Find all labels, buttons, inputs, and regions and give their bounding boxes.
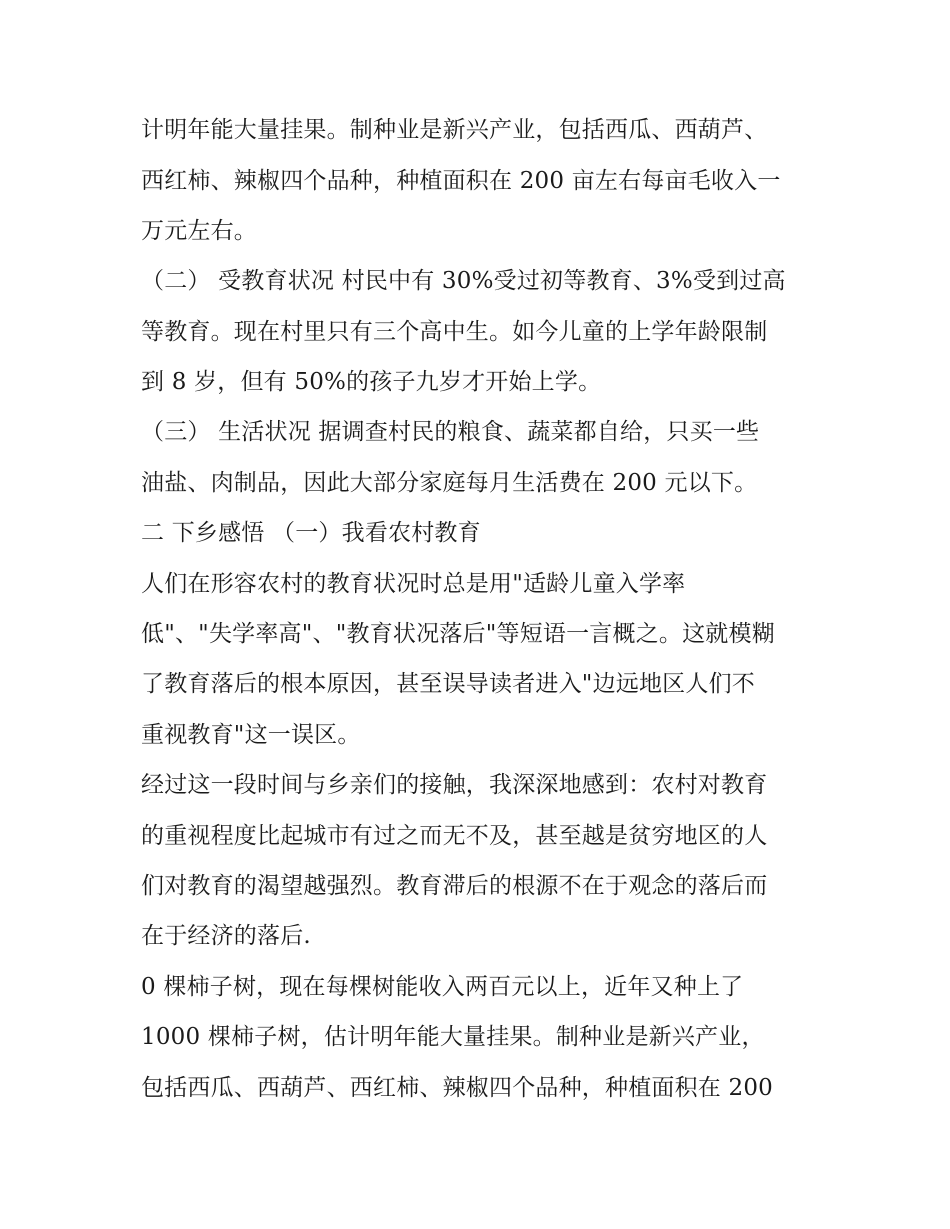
text-line: 油盐、肉制品，因此大部分家庭每月生活费在 200 元以下。 (141, 470, 758, 496)
text-line: 到 8 岁，但有 50%的孩子九岁才开始上学。 (141, 369, 602, 395)
text-line: （二） 受教育状况 村民中有 30%受过初等教育、3%受到过高 (141, 268, 786, 294)
text-line: 包括西瓜、西葫芦、西红柿、辣椒四个品种，种植面积在 200 (141, 1075, 774, 1101)
text-line: 低"、"失学率高"、"教育状况落后"等短语一言概之。这就模糊 (141, 621, 775, 647)
text-line: （三） 生活状况 据调查村民的粮食、蔬菜都自给，只买一些 (141, 419, 760, 445)
text-line: 1000 棵柿子树，估计明年能大量挂果。制种业是新兴产业， (141, 1024, 765, 1050)
text-line: 重视教育"这一误区。 (141, 722, 361, 748)
text-line: 万元左右。 (141, 218, 257, 244)
text-line: 人们在形容农村的教育状况时总是用"适龄儿童入学率 (141, 571, 686, 597)
text-line: 0 棵柿子树，现在每棵树能收入两百元以上，近年又种上了 (141, 974, 744, 1000)
section-heading: 二 下乡感悟 （一）我看农村教育 (141, 520, 481, 546)
text-line: 经过这一段时间与乡亲们的接触，我深深地感到：农村对教育 (141, 772, 768, 798)
text-line: 西红柿、辣椒四个品种，种植面积在 200 亩左右每亩毛收入一 (141, 168, 781, 194)
text-line: 等教育。现在村里只有三个高中生。如今儿童的上学年龄限制 (141, 319, 768, 345)
text-line: 们对教育的渴望越强烈。教育滞后的根源不在于观念的落后而 (141, 873, 768, 899)
text-line: 计明年能大量挂果。制种业是新兴产业，包括西瓜、西葫芦、 (141, 117, 768, 143)
text-line: 在于经济的落后. (141, 923, 311, 949)
text-line: 了教育落后的根本原因，甚至误导读者进入"边远地区人们不 (141, 671, 755, 697)
text-line: 的重视程度比起城市有过之而无不及，甚至越是贫穷地区的人 (141, 823, 768, 849)
